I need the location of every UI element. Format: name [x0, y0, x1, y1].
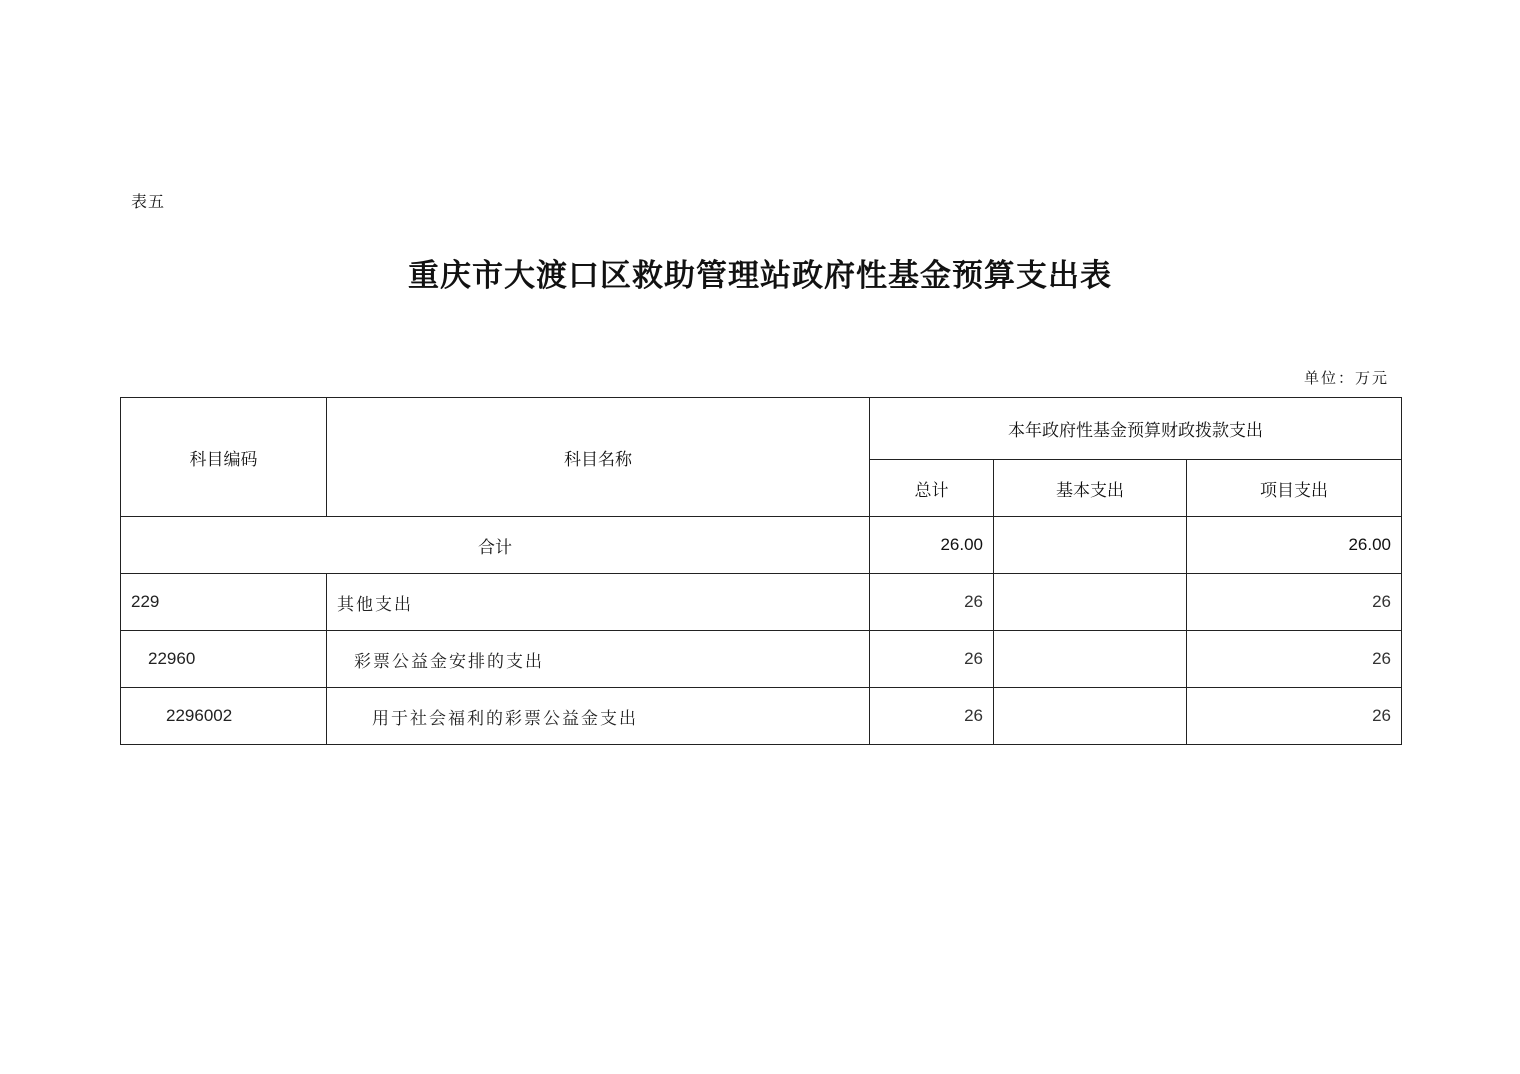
summary-row — [121, 517, 1402, 574]
table-row — [121, 574, 1402, 631]
header-row-1 — [121, 398, 1402, 460]
table-row — [121, 688, 1402, 745]
row-code: 2296002 — [121, 688, 327, 745]
header-project: 项目支出 — [1187, 460, 1402, 517]
budget-table — [120, 397, 1402, 745]
unit-note: 单位：万元 — [1303, 369, 1389, 387]
row-code: 22960 — [121, 631, 327, 688]
summary-label: 合计 — [121, 517, 870, 574]
table-number-label: 表五 — [131, 192, 166, 211]
header-code: 科目编码 — [121, 398, 327, 517]
row-name: 其他支出 — [327, 574, 870, 631]
table-row — [121, 631, 1402, 688]
row-code: 229 — [121, 574, 327, 631]
row-name: 彩票公益金安排的支出 — [327, 631, 870, 688]
header-basic: 基本支出 — [994, 460, 1187, 517]
row-total: 26 — [870, 574, 994, 631]
summary-project: 26.00 — [1187, 517, 1402, 574]
row-total: 26 — [870, 688, 994, 745]
row-basic — [994, 574, 1187, 631]
header-name: 科目名称 — [327, 398, 870, 517]
row-basic — [994, 631, 1187, 688]
row-project: 26 — [1187, 631, 1402, 688]
summary-total: 26.00 — [870, 517, 994, 574]
row-basic — [994, 688, 1187, 745]
summary-basic — [994, 517, 1187, 574]
row-total: 26 — [870, 631, 994, 688]
row-project: 26 — [1187, 574, 1402, 631]
header-total: 总计 — [870, 460, 994, 517]
header-group: 本年政府性基金预算财政拨款支出 — [870, 398, 1402, 460]
row-project: 26 — [1187, 688, 1402, 745]
document-title: 重庆市大渡口区救助管理站政府性基金预算支出表 — [408, 258, 1112, 294]
row-name: 用于社会福利的彩票公益金支出 — [327, 688, 870, 745]
